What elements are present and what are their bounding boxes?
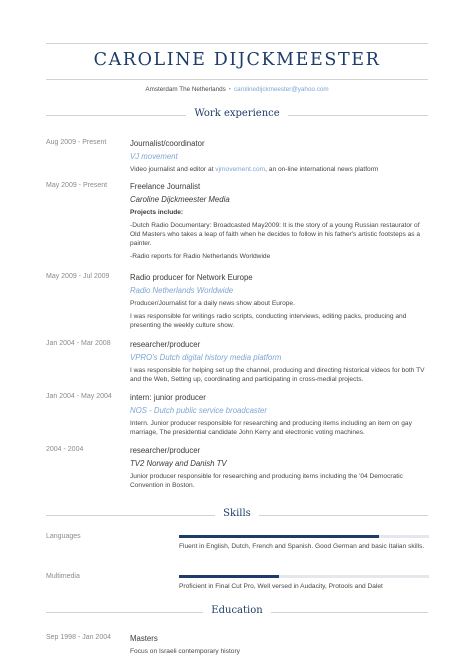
entry-date: Aug 2009 - Present bbox=[46, 139, 107, 146]
entry-description: Producer/Journalist for a daily news show about Europe. bbox=[130, 300, 295, 307]
entry-date: May 2009 - Jul 2009 bbox=[46, 273, 110, 280]
entry-title: researcher/producer bbox=[130, 446, 201, 455]
entry-date: 2004 - 2004 bbox=[46, 446, 84, 453]
header-bottom-rule bbox=[46, 79, 428, 80]
projects-label: Projects include: bbox=[130, 209, 184, 216]
entry-title: intern: junior producer bbox=[130, 393, 206, 402]
candidate-name: CAROLINE DIJCKMEESTER bbox=[93, 50, 381, 70]
work-section-title: Work experience bbox=[0, 108, 474, 119]
entry-title: researcher/producer bbox=[130, 340, 201, 349]
entry-body bbox=[130, 139, 428, 178]
entry-date: Jan 2004 - May 2004 bbox=[46, 393, 112, 400]
employer-link[interactable]: VPRO's Dutch digital history media platform bbox=[130, 353, 282, 362]
location-text: Amsterdam The Netherlands bbox=[145, 86, 226, 93]
entry-body bbox=[130, 634, 428, 660]
entry-description: -Dutch Radio Documentary: Broadcasted May2009: It is the story of a young Russian restaurator of Old Masters who takes a leap of faith when he decides to follow in his father's artistic footsteps as a painter. bbox=[130, 222, 421, 247]
employer-name: Caroline Dijckmeester Media bbox=[130, 195, 230, 204]
entry-title: Journalist/coordinator bbox=[130, 139, 205, 148]
skill-level-bar bbox=[179, 575, 429, 578]
contact-line bbox=[0, 86, 474, 93]
skills-section-title: Skills bbox=[0, 508, 474, 519]
entry-description: -Radio reports for Radio Netherlands Worldwide bbox=[130, 253, 271, 260]
skill-description: Fluent in English, Dutch, French and Spanish. Good German and basic Italian skills. bbox=[179, 543, 425, 550]
skill-label: Languages bbox=[46, 533, 81, 540]
entry-date: May 2009 - Present bbox=[46, 182, 108, 189]
employer-name: TV2 Norway and Danish TV bbox=[130, 459, 227, 468]
entry-body bbox=[130, 446, 428, 494]
skill-label: Multimedia bbox=[46, 573, 80, 580]
entry-title: Freelance Journalist bbox=[130, 182, 201, 191]
employer-link[interactable]: VJ movement bbox=[130, 152, 178, 161]
skill-level-fill bbox=[179, 535, 379, 538]
entry-description: Focus on Israeli contemporary history bbox=[130, 648, 240, 655]
entry-description: Junior producer responsible for researching and producing items including the '04 Democratic Convention in Boston. bbox=[130, 473, 403, 489]
entry-body bbox=[130, 273, 428, 334]
entry-title: Masters bbox=[130, 634, 158, 643]
entry-body bbox=[130, 393, 428, 441]
entry-body bbox=[130, 340, 428, 388]
entry-description: I was responsible for writings radio scripts, conducting interviews, editing packs, producing and presenting the weekly culture show. bbox=[130, 313, 407, 329]
entry-description: I was responsible for helping set up the channel, producing and directing historical videos for both TV and the Web, Setting up, coordinating and participating in cross-medial projects. bbox=[130, 367, 425, 383]
education-section-title: Education bbox=[0, 605, 474, 616]
entry-date: Sep 1998 - Jan 2004 bbox=[46, 634, 111, 641]
entry-title: Radio producer for Network Europe bbox=[130, 273, 253, 282]
entry-date: Jan 2004 - Mar 2008 bbox=[46, 340, 111, 347]
entry-description: Video journalist and editor at vjmovement.com, an on-line international news platform bbox=[130, 166, 379, 173]
entry-description: Intern. Junior producer responsible for researching and producing items including an item on gay marriage, The presidential candidate John Kerry and electronic voting machines. bbox=[130, 420, 412, 436]
skill-level-fill bbox=[179, 575, 279, 578]
separator-dot: • bbox=[228, 86, 231, 93]
skill-level-bar bbox=[179, 535, 429, 538]
entry-body bbox=[130, 182, 428, 265]
email-link[interactable]: carolinedijckmeester@yahoo.com bbox=[234, 86, 329, 93]
employer-link[interactable]: NOS - Dutch public service broadcaster bbox=[130, 406, 267, 415]
skill-description: Proficient in Final Cut Pro, Well versed in Audacity, Protools and Dalet bbox=[179, 583, 383, 590]
employer-link[interactable]: Radio Netherlands Worldwide bbox=[130, 286, 234, 295]
header-top-rule bbox=[46, 43, 428, 44]
vjmovement-link[interactable]: vjmovement.com bbox=[215, 166, 266, 173]
